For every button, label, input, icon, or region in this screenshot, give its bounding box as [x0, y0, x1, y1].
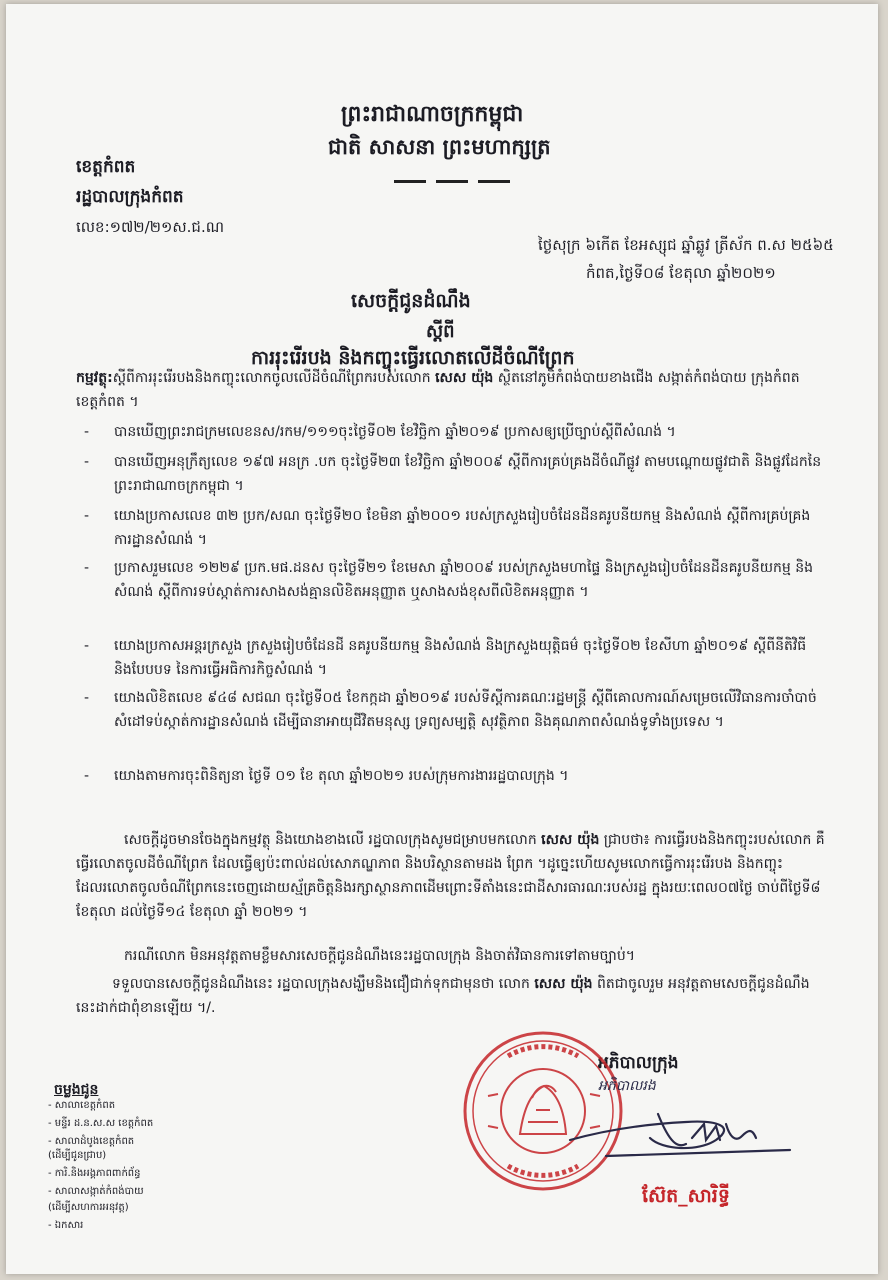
reference-text: យោងតាមការចុះពិនិត្យនា ថ្ងៃទី ០១ ខែ តុលា ឆ្នាំ២០២១ របស់ក្រុមការងាររដ្ឋបាលក្រុង ។ [114, 768, 569, 784]
recipient-item: - សាលាសង្កាត់កំពង់បាយ [48, 1186, 144, 1197]
reference-item: - យោងតាមការចុះពិនិត្យនា ថ្ងៃទី ០១ ខែ តុលា ឆ្នាំ២០២១ របស់ក្រុមការងាររដ្ឋបាលក្រុង ។ [84, 768, 569, 784]
reference-number: លេខ:១៧២/២១ស.ជ.ណ [76, 218, 225, 236]
reference-text: បានឃើញព្រះរាជក្រមលេខនស/រកម/១១១ចុះថ្ងៃទី០២ ខែវិច្ឆិកា ឆ្នាំ២០១៩ ប្រកាសឲ្យប្រើច្បាប់ស្តីពីសំណង់ ។ [114, 424, 676, 440]
subject-label: កម្មវត្ថុ: [76, 370, 113, 386]
recipient-item: (ដើម្បីជូនជ្រាប) [48, 1150, 107, 1161]
signatory-title: អភិបាលក្រុង [598, 1053, 679, 1073]
recipient-item: - ឯកសារ [48, 1220, 84, 1231]
lunar-date: ថ្ងៃសុក្រ ៦កើត ខែអស្សុជ ឆ្នាំឆ្លូវ ត្រីស័ក ព.ស ២៥៦៥ [538, 236, 834, 254]
recipient-item: - ការិ.និងអង្គភាពពាក់ព័ន្ធ [48, 1168, 141, 1179]
reference-text: យោងប្រកាសអន្តរក្រសួង ក្រសួងរៀបចំដែនដី នគរូបនីយកម្ម និងសំណង់ និងក្រសួងយុត្តិធម៌ ចុះថ្ងៃទី០២ ខែសីហា ឆ្នាំ២០១៩ ស្តីពីនីតិវិធី និងបែបបទ នៃការធ្វើអធិការកិច្ចសំណង់ ។ [114, 638, 807, 678]
body3-person-name: សេស យ៉ុង [534, 976, 593, 992]
reference-text: ប្រកាសរួមលេខ ១២២៩ ប្រក.មផ.ដនស ចុះថ្ងៃទី២១ ខែមេសា ឆ្នាំ២០០៩ របស់ក្រសួងមហាផ្ទៃ និងក្រសួងរៀបចំដែនដីនគរូបនីយកម្ម និងសំណង់ ស្តីពីការទប់ស្កាត់ការសាងសង់គ្មានលិខិតអនុញ្ញាត ឬសាងសង់ខុសពីលិខិតអនុញ្ញាត ។ [114, 560, 814, 600]
administration-name: រដ្ឋបាលក្រុងកំពត [76, 187, 184, 207]
signer-name: ស៊ែត_សារិទ្ធី [642, 1185, 730, 1207]
national-motto: ជាតិ សាសនា ព្រះមហាក្សត្រ [328, 135, 551, 159]
reference-item: - យោងប្រកាសអន្តរក្រសួង ក្រសួងរៀបចំដែនដី នគរូបនីយកម្ម និងសំណង់ និងក្រសួងយុត្តិធម៌ ចុះថ្ងៃទី០២ ខែសីហា ឆ្នាំ២០១៩ ស្តីពីនីតិវិធី និងបែបបទ នៃការធ្វើអធិការកិច្ចសំណង់ ។ [84, 638, 807, 678]
kingdom-heading: ព្រះរាជាណាចក្រកម្ពុជា [341, 102, 524, 127]
subject-paragraph [76, 366, 826, 414]
reference-item: - យោងលិខិតលេខ ៩៤៨ សជណ ចុះថ្ងៃទី០៥ ខែកក្កដា ឆ្នាំ២០១៩ របស់ទីស្តីការគណៈរដ្ឋមន្ត្រី ស្តីពីគោលការណ៍សម្រេចលើវិធានការចាំបាច់សំដៅទប់ស្កាត់ការដ្ឋានសំណង់ ដើម្បីធានាអាយុជីវិតមនុស្ស ទ្រព្យសម្បត្តិ សុវត្ថិភាព និងគុណភាពសំណង់ទូទាំងប្រទេស ។ [84, 690, 817, 730]
reference-text: យោងប្រកាសលេខ ៣២ ប្រក/សណ ចុះថ្ងៃទី២០ ខែមិនា ឆ្នាំ២០០១ របស់ក្រសួងរៀបចំដែនដីនគរូបនីយកម្ម និងសំណង់ ស្តីពីការគ្រប់គ្រងការដ្ឋានសំណង់ ។ [114, 508, 811, 548]
province-name: ខេត្តកំពត [76, 157, 136, 177]
body1-text-after: ជ្រាបថា៖ ការធ្វើរបងនិងកញ្ចុះរបស់លោក គឺធ្វើរលោតចូលដីចំណីព្រែក ដែលធ្វើឲ្យប៉ះពាល់ដល់សោភណ្ឌភាព និងបរិស្ថានតាមដង ព្រែក ។ដូច្នេះហើយសូមលោកធ្វើការរុះរើរបង និងកញ្ចុះដែលរលោតចូលចំណីព្រែកនេះចេញដោយស្ម័គ្រចិត្តនិងរក្សាស្ថានភាពដើមព្រោះទីតាំងនេះជាដីសារធារណៈរបស់រដ្ឋ ក្នុងរយៈពេល០៧ថ្ងៃ ចាប់ពីថ្ងៃទី៨ ខែតុលា ដល់ថ្ងៃទី១៤ ខែតុលា ឆ្នាំ ២០២១ ។ [76, 832, 825, 920]
handwritten-deputy-title: អភិបាលរង [598, 1078, 656, 1094]
recipient-item: - សាលាខេត្តកំពត [48, 1100, 116, 1111]
reference-item: - យោងប្រកាសលេខ ៣២ ប្រក/សណ ចុះថ្ងៃទី២០ ខែមិនា ឆ្នាំ២០០១ របស់ក្រសួងរៀបចំដែនដីនគរូបនីយកម្ម និងសំណង់ ស្តីពីការគ្រប់គ្រងការដ្ឋានសំណង់ ។ [84, 508, 811, 548]
body-paragraph-2: ករណីលោក មិនអនុវត្តតាមខ្លឹមសារសេចក្តីជូនដំណឹងនេះរដ្ឋបាលក្រុង និងចាត់វិធានការទៅតាមច្បាប់។ [124, 948, 635, 964]
document-title-about: ស្តីពី [426, 321, 455, 342]
body3-text-after: ពិតជាចូលរួម អនុវត្តតាមសេចក្តីជូនដំណឹងនេះដាក់ជាពុំខានឡើយ ។/. [76, 976, 810, 1016]
recipient-item: - មន្ទីរ ដ.ន.ស.ស ខេត្តកំពត [48, 1118, 154, 1129]
subject-text-before: ស្តីពីការរុះរើរបងនិងកញ្ចុះលោកចូលលើដីចំណីព្រែករបស់លោក [112, 370, 436, 386]
recipient-item: - សាលាដំបូងខេត្តកំពត [48, 1136, 135, 1147]
body-paragraph-3 [76, 972, 826, 1020]
document-date: កំពត,ថ្ងៃទី០៨ ខែតុលា ឆ្នាំ២០២១ [586, 264, 776, 282]
subject-person-name: សេស យ៉ុង [435, 370, 494, 386]
document-title-subject: ការរុះរើរបង និងកញ្ចុះធ្វើរលោតលើដីចំណីព្រែក [251, 347, 575, 369]
handwritten-signature-icon [566, 1084, 796, 1174]
reference-item: - បានឃើញព្រះរាជក្រមលេខនស/រកម/១១១ចុះថ្ងៃទី០២ ខែវិច្ឆិកា ឆ្នាំ២០១៩ ប្រកាសឲ្យប្រើច្បាប់ស្តីពីសំណង់ ។ [84, 424, 676, 440]
body-paragraph-1 [76, 828, 826, 924]
reference-item: - ប្រកាសរួមលេខ ១២២៩ ប្រក.មផ.ដនស ចុះថ្ងៃទី២១ ខែមេសា ឆ្នាំ២០០៩ របស់ក្រសួងមហាផ្ទៃ និងក្រសួងរៀបចំដែនដីនគរូបនីយកម្ម និងសំណង់ ស្តីពីការទប់ស្កាត់ការសាងសង់គ្មានលិខិតអនុញ្ញាត ឬសាងសង់ខុសពីលិខិតអនុញ្ញាត ។ [84, 560, 814, 600]
body1-text-before: សេចក្តីដូចមានចែងក្នុងកម្មវត្ថុ និងយោងខាងលើ រដ្ឋបាលក្រុងសូមជម្រាបមកលោក [124, 832, 542, 848]
recipient-item: (ដើម្បីសហការអនុវត្ត) [48, 1202, 129, 1213]
motto-divider [394, 168, 526, 174]
document-title: សេចក្តីជូនដំណឹង [351, 290, 471, 312]
subject-text-after: ស្ថិតនៅភូមិកំពង់បាយខាងជើង សង្កាត់កំពង់បាយ ក្រុងកំពត ខេត្តកំពត ។ [76, 370, 800, 410]
reference-item: - បានឃើញអនុក្រឹត្យលេខ ១៩៧ អនក្រ .បក ចុះថ្ងៃទី២៣ ខែវិច្ឆិកា ឆ្នាំ២០០៩ ស្តីពីការគ្រប់គ្រងដីចំណីផ្លូវ តាមបណ្តោយផ្លូវជាតិ និងផ្លូវដែកនៃព្រះរាជាណាចក្រកម្ពុជា ។ [84, 454, 822, 494]
body1-person-name: សេស យ៉ុង [541, 832, 600, 848]
body3-text-before: ទទួលបានសេចក្តីជូនដំណឹងនេះ រដ្ឋបាលក្រុងសង្ឃឹមនិងជឿជាក់ទុកជាមុនថា លោក [112, 976, 535, 992]
reference-text: យោងលិខិតលេខ ៩៤៨ សជណ ចុះថ្ងៃទី០៥ ខែកក្កដា ឆ្នាំ២០១៩ របស់ទីស្តីការគណៈរដ្ឋមន្ត្រី ស្តីពីគោលការណ៍សម្រេចលើវិធានការចាំបាច់សំដៅទប់ស្កាត់ការដ្ឋានសំណង់ ដើម្បីធានាអាយុជីវិតមនុស្ស ទ្រព្យសម្បត្តិ សុវត្ថិភាព និងគុណភាពសំណង់ទូទាំងប្រទេស ។ [114, 690, 817, 730]
recipients-title: ចម្លងជូន [54, 1082, 99, 1098]
document-page [6, 4, 878, 1274]
reference-text: បានឃើញអនុក្រឹត្យលេខ ១៩៧ អនក្រ .បក ចុះថ្ងៃទី២៣ ខែវិច្ឆិកា ឆ្នាំ២០០៩ ស្តីពីការគ្រប់គ្រងដីចំណីផ្លូវ តាមបណ្តោយផ្លូវជាតិ និងផ្លូវដែកនៃព្រះរាជាណាចក្រកម្ពុជា ។ [114, 454, 822, 494]
